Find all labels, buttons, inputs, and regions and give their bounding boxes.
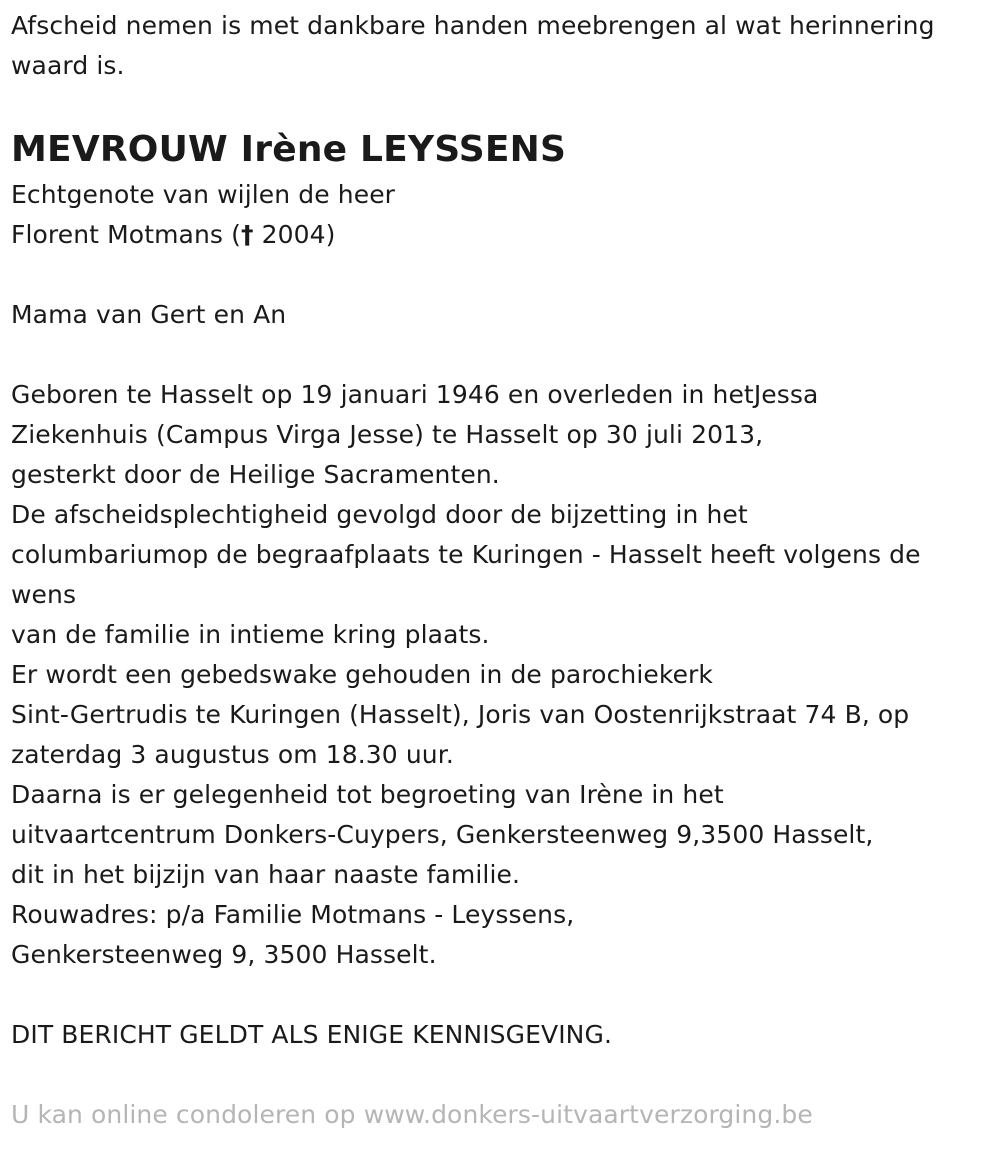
cross-icon: †	[240, 220, 254, 249]
details-block	[11, 375, 996, 975]
spouse-line-1: Echtgenote van wijlen de heer	[11, 180, 396, 209]
condolence-link[interactable]: U kan online condoleren op www.donkers-uitvaartverzorging.be	[11, 1100, 813, 1129]
deceased-name: MEVROUW Irène LEYSSENS	[11, 129, 567, 170]
details-line: Ziekenhuis (Campus Virga Jesse) te Hasselt op 30 juli 2013,	[11, 420, 764, 449]
details-line: gesterkt door de Heilige Sacramenten.	[11, 460, 500, 489]
details-line: columbariumop de begraafplaats te Kuringen - Hasselt heeft volgens de	[11, 540, 921, 569]
details-line: zaterdag 3 augustus om 18.30 uur.	[11, 740, 454, 769]
spacer	[11, 1055, 996, 1095]
spouse-name: Florent Motmans (	[11, 220, 241, 249]
details-line: uitvaartcentrum Donkers-Cuypers, Genkersteenweg 9,3500 Hasselt,	[11, 820, 874, 849]
notice-line: DIT BERICHT GELDT ALS ENIGE KENNISGEVING.	[11, 1020, 612, 1049]
motto-line-2: waard is.	[11, 51, 125, 80]
spouse-line-2	[11, 215, 996, 255]
obituary-notice	[11, 6, 996, 1135]
details-line: wens	[11, 580, 77, 609]
spacer	[11, 975, 996, 1015]
children-line: Mama van Gert en An	[11, 300, 287, 329]
details-line: De afscheidsplechtigheid gevolgd door de bijzetting in het	[11, 500, 748, 529]
details-line: dit in het bijzijn van haar naaste familie.	[11, 860, 521, 889]
spacer	[11, 255, 996, 295]
details-line: Daarna is er gelegenheid tot begroeting van Irène in het	[11, 780, 724, 809]
details-line: Er wordt een gebedswake gehouden in de parochiekerk	[11, 660, 714, 689]
spacer	[11, 335, 996, 375]
details-line: Sint-Gertrudis te Kuringen (Hasselt), Joris van Oostenrijkstraat 74 B, op	[11, 700, 910, 729]
spouse-death-year: 2004)	[253, 220, 336, 249]
details-line: van de familie in intieme kring plaats.	[11, 620, 490, 649]
mourning-address-line: Rouwadres: p/a Familie Motmans - Leyssens,	[11, 900, 575, 929]
mourning-address-line: Genkersteenweg 9, 3500 Hasselt.	[11, 940, 437, 969]
details-line: Geboren te Hasselt op 19 januari 1946 en overleden in hetJessa	[11, 380, 819, 409]
motto-line-1: Afscheid nemen is met dankbare handen meebrengen al wat herinnering	[11, 11, 935, 40]
